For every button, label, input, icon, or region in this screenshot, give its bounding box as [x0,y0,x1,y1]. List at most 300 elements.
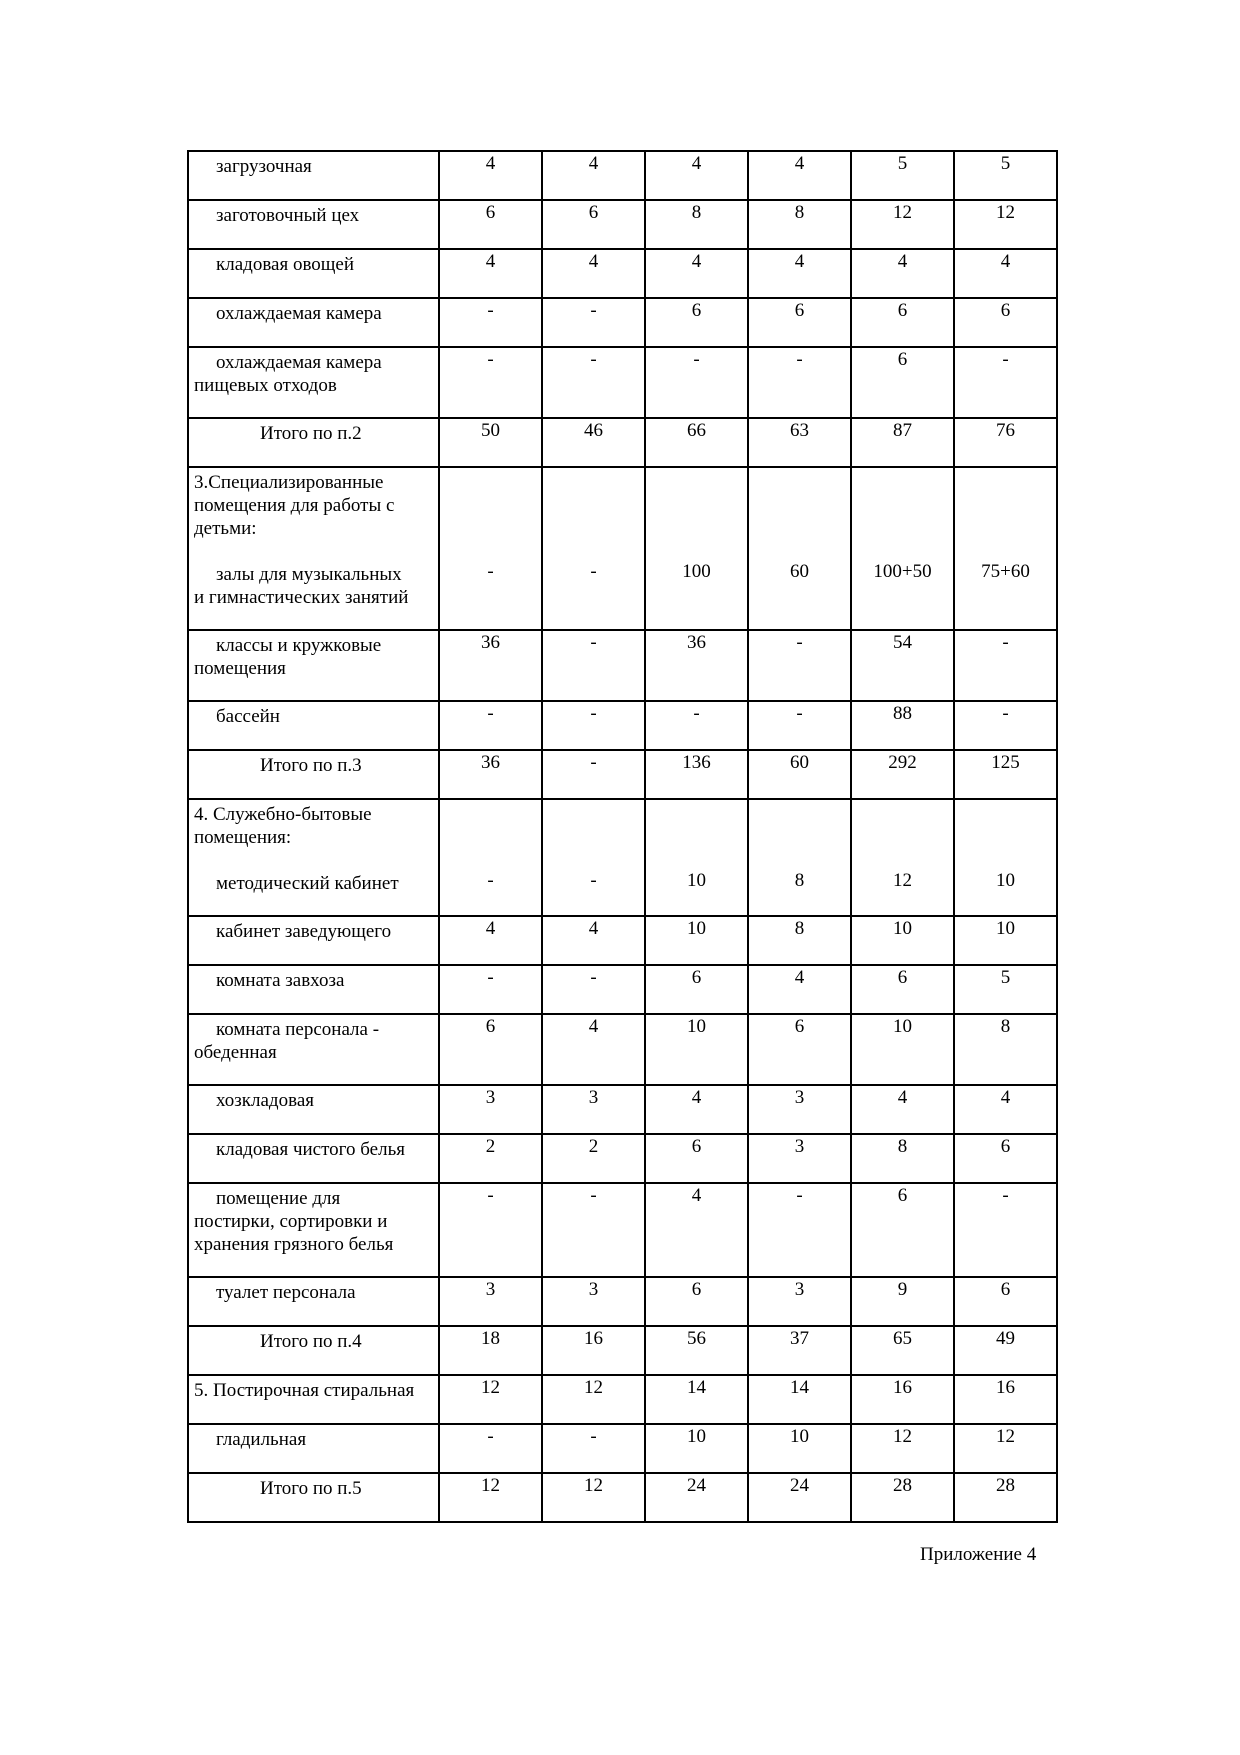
value-cell [645,916,748,965]
value-cell [748,1326,851,1375]
value-text: 4 [691,1185,702,1206]
value-text: - [487,349,494,370]
room-name-cell [188,916,439,965]
room-name-line: кабинет заведующего [216,921,392,942]
section-header-line: 3.Специализированные [194,472,384,493]
value-text: - [487,1426,494,1447]
value-text: - [1002,349,1009,370]
room-name-line: обеденная [194,1042,277,1063]
value-cell [954,1014,1057,1085]
table-row [188,347,1057,418]
value-cell [645,750,748,799]
value-cell [851,799,954,916]
value-text: 2 [588,1136,599,1157]
value-text: 66 [687,420,706,441]
value-text: 12 [481,1377,500,1398]
value-cell [542,630,645,701]
value-cell [645,1183,748,1277]
value-cell [851,750,954,799]
value-cell [748,200,851,249]
value-text: 8 [897,1136,908,1157]
value-text: 28 [996,1475,1015,1496]
value-cell [954,1326,1057,1375]
value-text: 12 [893,1426,912,1447]
room-name-line: комната завхоза [216,970,345,991]
value-text: - [590,752,597,773]
table-row [188,1183,1057,1277]
value-text: 87 [893,420,912,441]
total-label: Итого по п.4 [260,1331,362,1352]
value-text: 10 [996,870,1015,891]
value-text: 4 [691,153,702,174]
value-text: 6 [897,967,908,988]
value-text: - [590,349,597,370]
value-cell [542,1134,645,1183]
table-total-row [188,418,1057,467]
value-text: 49 [996,1328,1015,1349]
section-header-line: детьми: [194,518,257,539]
value-text: 36 [481,632,500,653]
value-text: 4 [794,967,805,988]
value-text: - [590,870,597,891]
table-body [188,151,1057,1522]
value-cell [439,249,542,298]
room-name-line: комната персонала - [216,1019,380,1040]
value-cell [851,151,954,200]
value-text: 6 [1000,300,1011,321]
value-cell [645,701,748,750]
value-text: 24 [790,1475,809,1496]
value-text: - [796,632,803,653]
table-total-row [188,1326,1057,1375]
value-cell [954,200,1057,249]
room-name-cell [188,249,439,298]
value-text: 37 [790,1328,809,1349]
value-text: 4 [1000,251,1011,272]
value-cell [851,701,954,750]
table-row [188,916,1057,965]
value-text: 28 [893,1475,912,1496]
value-cell [439,298,542,347]
value-text: 10 [687,870,706,891]
value-text: 12 [996,1426,1015,1447]
value-text: 4 [485,918,496,939]
value-cell [851,1424,954,1473]
value-cell [439,347,542,418]
value-text: 4 [691,1087,702,1108]
value-cell [748,1014,851,1085]
value-text: 14 [687,1377,706,1398]
value-text: 5 [1000,967,1011,988]
value-text: - [796,1185,803,1206]
value-cell [851,347,954,418]
value-text: 36 [481,752,500,773]
value-cell [542,249,645,298]
value-text: 3 [485,1087,496,1108]
value-cell [439,1326,542,1375]
value-cell [645,151,748,200]
room-name-line: загрузочная [216,156,312,177]
table-row [188,630,1057,701]
value-cell [748,418,851,467]
room-name-cell [188,298,439,347]
value-text: 8 [691,202,702,223]
value-text: 56 [687,1328,706,1349]
value-text: 8 [794,202,805,223]
room-name-cell [188,467,439,630]
value-text: 63 [790,420,809,441]
value-cell [645,965,748,1014]
table-total-row [188,1473,1057,1522]
value-text: - [590,632,597,653]
value-cell [954,1473,1057,1522]
value-text: 3 [588,1279,599,1300]
value-text: - [487,300,494,321]
value-cell [645,467,748,630]
value-text: 4 [897,1087,908,1108]
room-name-cell [188,701,439,750]
room-name-line: заготовочный цех [216,205,360,226]
value-text: 136 [682,752,711,773]
value-cell [439,200,542,249]
value-cell [542,1085,645,1134]
value-text: - [590,967,597,988]
value-text: 6 [588,202,599,223]
value-cell [954,1134,1057,1183]
value-cell [542,467,645,630]
value-text: 12 [584,1475,603,1496]
value-text: 2 [485,1136,496,1157]
value-cell [954,1424,1057,1473]
value-text: 4 [588,153,599,174]
table-row [188,1134,1057,1183]
value-text: 10 [893,1016,912,1037]
section-header-line: помещения для работы с [194,495,395,516]
value-text: 6 [794,300,805,321]
value-cell [748,701,851,750]
value-text: 6 [485,1016,496,1037]
value-cell [439,1277,542,1326]
value-cell [439,701,542,750]
room-name-line: туалет персонала [216,1282,356,1303]
value-text: 8 [794,918,805,939]
value-text: - [590,1426,597,1447]
value-text: 5 [1000,153,1011,174]
value-text: - [590,300,597,321]
value-cell [851,1326,954,1375]
room-name-line: охлаждаемая камера [216,303,382,324]
value-text: 60 [790,561,809,582]
value-text: 88 [893,703,912,724]
value-text: 16 [996,1377,1015,1398]
room-name-cell [188,347,439,418]
value-text: 3 [794,1087,805,1108]
value-cell [439,916,542,965]
value-text: 10 [687,918,706,939]
value-cell [748,249,851,298]
value-text: 100 [682,561,711,582]
value-cell [439,630,542,701]
value-text: 8 [1000,1016,1011,1037]
value-text: 36 [687,632,706,653]
value-cell [439,1424,542,1473]
value-text: 6 [691,967,702,988]
table-row [188,467,1057,630]
room-name-line: и гимнастических занятий [194,587,409,608]
value-text: 10 [996,918,1015,939]
value-cell [851,467,954,630]
value-text: 65 [893,1328,912,1349]
value-text: 6 [1000,1279,1011,1300]
value-text: 10 [790,1426,809,1447]
value-cell [954,1277,1057,1326]
value-cell [645,418,748,467]
value-text: 6 [691,1279,702,1300]
value-cell [542,347,645,418]
value-text: 4 [1000,1087,1011,1108]
value-cell [645,1014,748,1085]
value-cell [748,750,851,799]
value-cell [851,1277,954,1326]
value-cell [748,1424,851,1473]
value-text: 4 [588,1016,599,1037]
value-text: 4 [588,251,599,272]
value-text: 3 [794,1279,805,1300]
value-text: 46 [584,420,603,441]
value-cell [439,1134,542,1183]
value-cell [439,1375,542,1424]
value-cell [748,1375,851,1424]
value-text: 3 [588,1087,599,1108]
value-cell [954,467,1057,630]
value-cell [439,1085,542,1134]
value-text: 4 [794,153,805,174]
value-cell [954,630,1057,701]
value-text: 60 [790,752,809,773]
value-text: 76 [996,420,1015,441]
table-row [188,701,1057,750]
value-cell [645,1085,748,1134]
value-text: 8 [794,870,805,891]
value-text: 14 [790,1377,809,1398]
value-text: - [693,703,700,724]
value-cell [748,151,851,200]
value-text: 12 [481,1475,500,1496]
value-cell [439,418,542,467]
value-text: 54 [893,632,912,653]
room-name-line: охлаждаемая камера [216,352,382,373]
value-cell [954,701,1057,750]
value-cell [542,916,645,965]
value-cell [851,1183,954,1277]
value-cell [748,1085,851,1134]
room-name-cell [188,1473,439,1522]
value-cell [542,1424,645,1473]
value-cell [748,467,851,630]
value-text: - [487,703,494,724]
value-text: 6 [794,1016,805,1037]
value-text: 50 [481,420,500,441]
value-cell [645,799,748,916]
value-cell [748,630,851,701]
room-name-line: кладовая чистого белья [216,1139,405,1160]
value-cell [954,1183,1057,1277]
room-name-cell [188,418,439,467]
value-text: 4 [794,251,805,272]
value-text: 6 [897,300,908,321]
room-name-line: классы и кружковые [216,635,382,656]
value-text: 10 [893,918,912,939]
value-cell [542,1183,645,1277]
value-cell [954,965,1057,1014]
value-text: - [1002,1185,1009,1206]
table-row [188,298,1057,347]
section-header-line: 4. Служебно-бытовые [194,804,372,825]
table-row [188,965,1057,1014]
room-area-table [187,150,1058,1523]
room-name-line: постирки, сортировки и [194,1211,388,1232]
room-name-line: гладильная [216,1429,307,1450]
value-text: - [1002,632,1009,653]
room-name-cell [188,1277,439,1326]
value-cell [542,1014,645,1085]
value-text: 12 [584,1377,603,1398]
value-text: 4 [691,251,702,272]
value-cell [748,1183,851,1277]
value-text: 12 [893,202,912,223]
value-text: - [487,1185,494,1206]
value-text: - [487,870,494,891]
value-text: 16 [584,1328,603,1349]
total-label: Итого по п.2 [260,423,362,444]
value-cell [954,347,1057,418]
value-cell [542,701,645,750]
room-name-cell [188,965,439,1014]
value-text: - [487,967,494,988]
value-text: 4 [485,153,496,174]
value-text: 6 [897,349,908,370]
value-cell [439,965,542,1014]
room-name-cell [188,630,439,701]
value-cell [542,799,645,916]
value-cell [851,1085,954,1134]
value-cell [851,1375,954,1424]
value-text: - [590,561,597,582]
value-cell [748,1134,851,1183]
table-row [188,151,1057,200]
table-row [188,200,1057,249]
value-text: 4 [485,251,496,272]
value-cell [954,298,1057,347]
value-cell [439,151,542,200]
room-name-line: кладовая овощей [216,254,355,275]
room-name-line: методический кабинет [216,873,399,894]
value-cell [645,298,748,347]
value-cell [645,347,748,418]
room-name-line: хозкладовая [216,1090,314,1111]
value-text: 6 [691,1136,702,1157]
value-cell [748,347,851,418]
value-text: - [590,703,597,724]
value-cell [645,1326,748,1375]
value-cell [645,200,748,249]
value-cell [851,418,954,467]
total-label: Итого по п.3 [260,755,362,776]
table-row [188,1085,1057,1134]
value-cell [851,249,954,298]
value-text: 4 [897,251,908,272]
value-cell [645,1134,748,1183]
room-name-line: помещения [194,658,286,679]
value-cell [439,1473,542,1522]
value-cell [748,298,851,347]
value-text: 75+60 [981,561,1030,582]
value-text: 12 [893,870,912,891]
value-cell [954,1085,1057,1134]
table-row [188,1277,1057,1326]
value-cell [851,630,954,701]
room-name-cell [188,1424,439,1473]
value-cell [542,1375,645,1424]
room-name-cell [188,1134,439,1183]
value-cell [439,1183,542,1277]
value-cell [645,1277,748,1326]
value-text: 10 [687,1016,706,1037]
room-name-cell [188,1375,439,1424]
value-cell [851,1473,954,1522]
value-cell [542,200,645,249]
value-text: 10 [687,1426,706,1447]
value-cell [645,1424,748,1473]
section-header-line: помещения: [194,827,292,848]
room-name-line: помещение для [216,1188,341,1209]
value-cell [439,467,542,630]
value-cell [439,1014,542,1085]
room-name-line: 5. Постирочная стиральная [194,1380,415,1401]
value-cell [542,1277,645,1326]
value-cell [954,151,1057,200]
value-text: 292 [888,752,917,773]
room-name-line: залы для музыкальных [216,564,402,585]
value-text: - [796,349,803,370]
value-cell [542,1326,645,1375]
value-cell [954,418,1057,467]
room-name-line: бассейн [216,706,280,727]
value-text: - [590,1185,597,1206]
value-cell [748,916,851,965]
value-cell [954,1375,1057,1424]
value-text: 24 [687,1475,706,1496]
room-name-cell [188,151,439,200]
value-cell [645,630,748,701]
value-text: 3 [794,1136,805,1157]
value-text: - [487,561,494,582]
value-text: 6 [1000,1136,1011,1157]
value-text: 9 [897,1279,908,1300]
table-total-row [188,750,1057,799]
value-cell [748,965,851,1014]
table-row [188,1424,1057,1473]
appendix-label: Приложение 4 [920,1544,1037,1565]
value-cell [954,249,1057,298]
room-name-line: хранения грязного белья [194,1234,394,1255]
value-text: 16 [893,1377,912,1398]
room-name-cell [188,1014,439,1085]
table-row [188,249,1057,298]
value-cell [439,750,542,799]
value-cell [748,799,851,916]
value-cell [851,298,954,347]
